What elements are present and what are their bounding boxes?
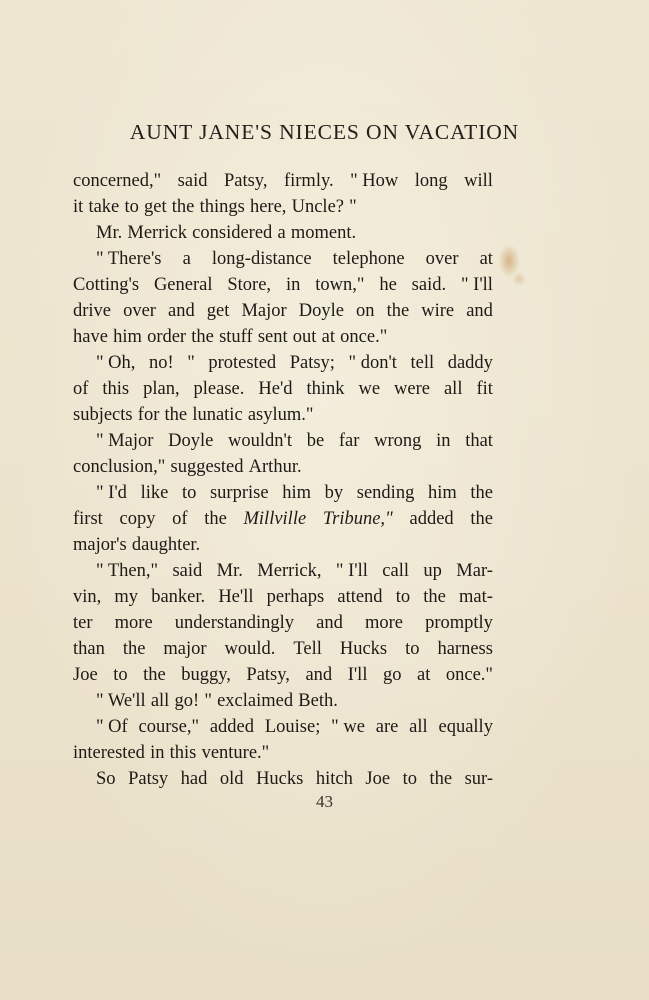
word: harness <box>437 639 493 659</box>
word: equally <box>438 717 493 737</box>
word: my <box>114 587 139 607</box>
word: please. <box>193 379 245 399</box>
word: things <box>199 197 245 217</box>
word: him <box>113 327 142 347</box>
text-line <box>73 766 493 792</box>
word: had <box>180 769 208 789</box>
word: Joe <box>365 769 391 789</box>
word: hitch <box>315 769 353 789</box>
word: get <box>144 197 167 217</box>
text-line <box>73 454 493 480</box>
word: at <box>479 249 493 269</box>
word: would. <box>224 639 276 659</box>
word: asylum." <box>247 405 314 425</box>
word: conclusion," <box>73 457 166 477</box>
word: at <box>321 327 335 347</box>
word: surprise <box>209 483 269 503</box>
word: the <box>470 483 493 503</box>
word: him <box>427 483 457 503</box>
word: like <box>140 483 169 503</box>
word: the <box>386 301 410 321</box>
word: Doyle <box>168 431 214 451</box>
word: and <box>466 301 493 321</box>
word: " Of <box>96 717 128 737</box>
word: Merrick <box>127 223 187 243</box>
word: lunatic <box>192 405 243 425</box>
word: He'd <box>258 379 293 399</box>
word: " There's <box>96 249 162 269</box>
word: Millville <box>243 509 307 529</box>
word: more <box>364 613 403 633</box>
text-line <box>73 168 493 194</box>
word: Patsy; <box>289 353 335 373</box>
word: Mr. <box>96 223 123 243</box>
word: Cotting's <box>73 275 140 295</box>
word: him <box>282 483 311 503</box>
word: wouldn't <box>228 431 292 451</box>
word: on <box>356 301 375 321</box>
word: protested <box>208 353 277 373</box>
word: the <box>122 639 146 659</box>
text-line <box>73 714 493 740</box>
word: firmly. <box>283 171 334 191</box>
word: He'll <box>218 587 254 607</box>
word: the <box>423 587 446 607</box>
word: in <box>436 431 451 451</box>
word: understandingly <box>174 613 294 633</box>
word: daughter. <box>131 535 201 555</box>
word: drive <box>73 301 112 321</box>
word: the <box>429 769 453 789</box>
word: the <box>191 327 214 347</box>
text-line <box>73 376 493 402</box>
word: more <box>114 613 153 633</box>
word: subjects <box>73 405 133 425</box>
word: " Then," <box>96 561 159 581</box>
word: " Oh, <box>96 353 136 373</box>
word: Mr. <box>216 561 243 581</box>
word: Patsy <box>128 769 169 789</box>
word: " I'll <box>335 561 368 581</box>
word: perhaps <box>266 587 325 607</box>
word: concerned," <box>73 171 162 191</box>
text-line <box>73 350 493 376</box>
word: venture." <box>201 743 270 763</box>
word: the <box>204 509 227 529</box>
word: order <box>147 327 187 347</box>
word: it <box>73 197 84 217</box>
word: long <box>414 171 448 191</box>
foxing-stain <box>498 244 520 278</box>
word: we <box>358 379 381 399</box>
word: to <box>402 769 417 789</box>
word: mat- <box>459 587 493 607</box>
word: than <box>73 639 105 659</box>
word: fit <box>476 379 493 399</box>
word: the <box>143 665 166 685</box>
word: suggested <box>170 457 244 477</box>
text-line <box>73 402 493 428</box>
word: out <box>292 327 317 347</box>
text-line <box>73 220 493 246</box>
word: up <box>423 561 442 581</box>
word: considered <box>192 223 273 243</box>
text-line <box>73 324 493 350</box>
word: far <box>338 431 360 451</box>
text-line <box>73 246 493 272</box>
word: be <box>306 431 325 451</box>
word: once." <box>445 665 493 685</box>
word: first <box>73 509 103 529</box>
word: to <box>181 483 197 503</box>
word: long-distance <box>211 249 312 269</box>
word: tell <box>410 353 435 373</box>
word: So <box>96 769 116 789</box>
word: that <box>465 431 493 451</box>
word: all <box>150 691 170 711</box>
word: Merrick, <box>257 561 322 581</box>
word: " <box>204 691 212 711</box>
word: major's <box>73 535 127 555</box>
word: " don't <box>348 353 397 373</box>
word: Store, <box>227 275 272 295</box>
word: I'll <box>347 665 368 685</box>
word: think <box>306 379 345 399</box>
word: for <box>137 405 160 425</box>
word: added <box>209 717 255 737</box>
text-line <box>73 298 493 324</box>
word: old <box>219 769 244 789</box>
word: interested <box>73 743 145 763</box>
text-line <box>73 610 493 636</box>
word: and <box>316 613 343 633</box>
word: stuff <box>219 327 253 347</box>
text-line <box>73 272 493 298</box>
word: to <box>113 665 128 685</box>
word: in <box>285 275 301 295</box>
word: " <box>349 197 357 217</box>
word: Arthur. <box>248 457 302 477</box>
word: Hucks <box>339 639 388 659</box>
word: attend <box>337 587 383 607</box>
word: banker. <box>151 587 206 607</box>
word: go! <box>174 691 200 711</box>
word: will <box>464 171 493 191</box>
word: added <box>409 509 454 529</box>
text-line <box>73 662 493 688</box>
word: over <box>123 301 156 321</box>
word: to <box>124 197 139 217</box>
word: vin, <box>73 587 102 607</box>
word: Louise; <box>264 717 321 737</box>
word: Doyle <box>298 301 344 321</box>
word: ter <box>73 613 93 633</box>
text-line <box>73 532 493 558</box>
word: said <box>177 171 208 191</box>
word: major <box>163 639 207 659</box>
word: " We'll <box>96 691 146 711</box>
word: to <box>395 587 411 607</box>
word: moment. <box>290 223 357 243</box>
word: have <box>73 327 108 347</box>
text-line <box>73 636 493 662</box>
word: telephone <box>332 249 405 269</box>
word: and <box>305 665 333 685</box>
word: Joe <box>73 665 98 685</box>
word: of <box>73 379 89 399</box>
word: Uncle? <box>291 197 344 217</box>
word: in <box>150 743 165 763</box>
word: exclaimed <box>217 691 294 711</box>
word: Patsy, <box>246 665 290 685</box>
text-line <box>73 558 493 584</box>
word: are <box>375 717 399 737</box>
word: a <box>182 249 191 269</box>
word: " we <box>331 717 365 737</box>
word: promptly <box>425 613 493 633</box>
word: Beth. <box>298 691 338 711</box>
word: daddy <box>447 353 493 373</box>
word: General <box>153 275 213 295</box>
word: copy <box>119 509 156 529</box>
running-head: AUNT JANE'S NIECES ON VACATION <box>129 120 520 144</box>
word: sending <box>356 483 415 503</box>
word: Tell <box>293 639 322 659</box>
word: he <box>379 275 397 295</box>
text-line <box>73 480 493 506</box>
word: " I'll <box>461 275 493 295</box>
word: once." <box>340 327 388 347</box>
word: no! <box>148 353 174 373</box>
word: the <box>171 197 195 217</box>
body-text <box>73 168 493 792</box>
text-line <box>73 584 493 610</box>
word: over <box>425 249 459 269</box>
text-line <box>73 194 493 220</box>
word: Tribune," <box>322 509 393 529</box>
word: " I'd <box>96 483 127 503</box>
word: Hucks <box>256 769 304 789</box>
word: Mar- <box>456 561 493 581</box>
word: all <box>409 717 428 737</box>
word: wire <box>421 301 455 321</box>
word: here, <box>249 197 287 217</box>
word: a <box>277 223 286 243</box>
word: this <box>102 379 130 399</box>
word: " <box>187 353 195 373</box>
word: this <box>169 743 197 763</box>
word: of <box>172 509 188 529</box>
word: " How <box>350 171 399 191</box>
word: take <box>88 197 120 217</box>
word: and <box>168 301 195 321</box>
word: wrong <box>374 431 422 451</box>
word: call <box>382 561 409 581</box>
word: were <box>394 379 430 399</box>
word: by <box>324 483 344 503</box>
text-line <box>73 506 493 532</box>
word: town," <box>315 275 365 295</box>
word: the <box>164 405 188 425</box>
word: said <box>172 561 203 581</box>
word: Major <box>241 301 287 321</box>
text-line <box>73 740 493 766</box>
foxing-stain <box>512 272 526 286</box>
word: said. <box>411 275 447 295</box>
word: go <box>382 665 402 685</box>
word: sent <box>257 327 288 347</box>
word: at <box>417 665 431 685</box>
word: to <box>405 639 420 659</box>
page-number: 43 <box>316 792 333 811</box>
word: " Major <box>96 431 154 451</box>
word: buggy, <box>181 665 231 685</box>
text-line <box>73 428 493 454</box>
word: the <box>470 509 493 529</box>
word: plan, <box>143 379 180 399</box>
text-line <box>73 688 493 714</box>
word: course," <box>138 717 199 737</box>
word: Patsy, <box>223 171 268 191</box>
word: get <box>206 301 230 321</box>
word: all <box>443 379 463 399</box>
word: sur- <box>464 769 493 789</box>
